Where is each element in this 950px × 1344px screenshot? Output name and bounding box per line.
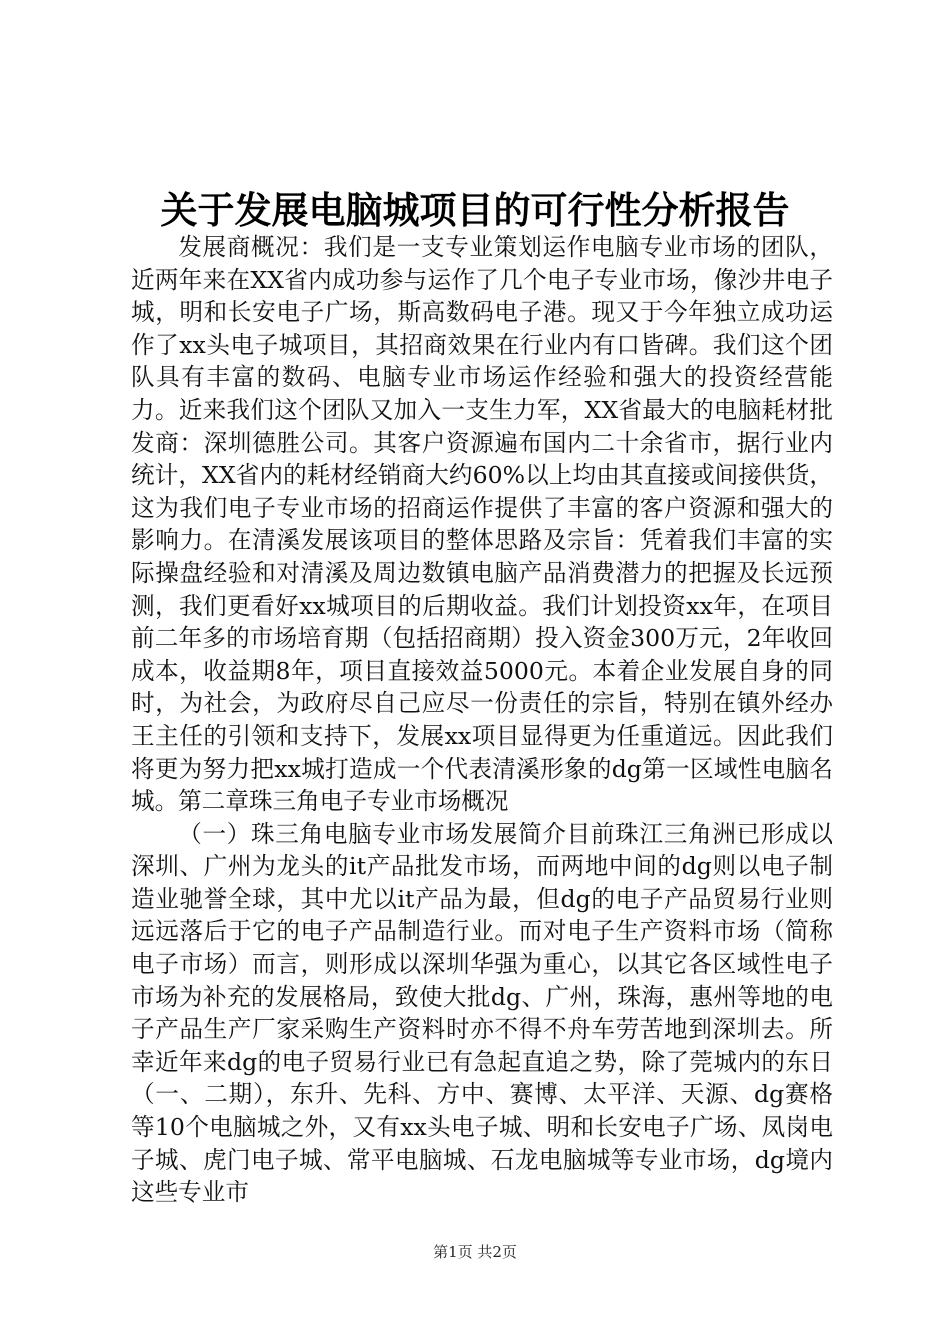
paragraph-prd-market-intro: （一）珠三角电脑专业市场发展简介目前珠江三角洲已形成以深圳、广州为龙头的it产品批发市场，而两地中间的dg则以电子制造业驰誉全球，其中尤以it产品为最，但dg的电子产品贸易行业则远远落后于它的电子产品制造行业。而对电子生产资料市场（简称电子市场）而言，则形成以深圳华强为重心，以其它各区域性电子市场为补充的发展格局，致使大批dg、广州，珠海，惠州等地的电子产品生产厂家采购生产资料时亦不得不舟车劳苦地到深圳去。所幸近年来dg的电子贸易行业已有急起直追之势，除了莞城内的东日（一、二期），东升、先科、方中、赛博、太平洋、天源、dg赛格等10个电脑城之外，又有xx头电子城、明和长安电子广场、凤岗电子城、虎门电子城、常平电脑城、石龙电脑城等专业市场，dg境内这些专业市 [131, 819, 833, 1207]
paragraph-developer-overview: 发展商概况：我们是一支专业策划运作电脑专业市场的团队，近两年来在XX省内成功参与运作了几个电子专业市场，像沙井电子城，明和长安电子广场，斯高数码电子港。现又于今年独立成功运作了xx头电子城项目，其招商效果在行业内有口皆碑。我们这个团队具有丰富的数码、电脑专业市场运作经验和强大的投资经营能力。近来我们这个团队又加入一支生力军，XX省最大的电脑耗材批发商：深圳德胜公司。其客户资源遍布国内二十余省市，据行业内统计，XX省内的耗材经销商大约60%以上均由其直接或间接供货，这为我们电子专业市场的招商运作提供了丰富的客户资源和强大的影响力。在清溪发展该项目的整体思路及宗旨：凭着我们丰富的实际操盘经验和对清溪及周边数镇电脑产品消费潜力的把握及长远预测，我们更看好xx城项目的后期收益。我们计划投资xx年，在项目前二年多的市场培育期（包括招商期）投入资金300万元，2年收回成本，收益期8年，项目直接效益5000元。本着企业发展自身的同时，为社会，为政府尽自己应尽一份责任的宗旨，特别在镇外经办王主任的引领和支持下，发展xx项目显得更为任重道远。因此我们将更为努力把xx城打造成一个代表清溪形象的dg第一区域性电脑名城。第二章珠三角电子专业市场概况 [131, 233, 833, 816]
document-title: 关于发展电脑城项目的可行性分析报告 [160, 188, 790, 232]
document-body [131, 231, 833, 1209]
page-number-footer: 第1页 共2页 [433, 1243, 517, 1261]
